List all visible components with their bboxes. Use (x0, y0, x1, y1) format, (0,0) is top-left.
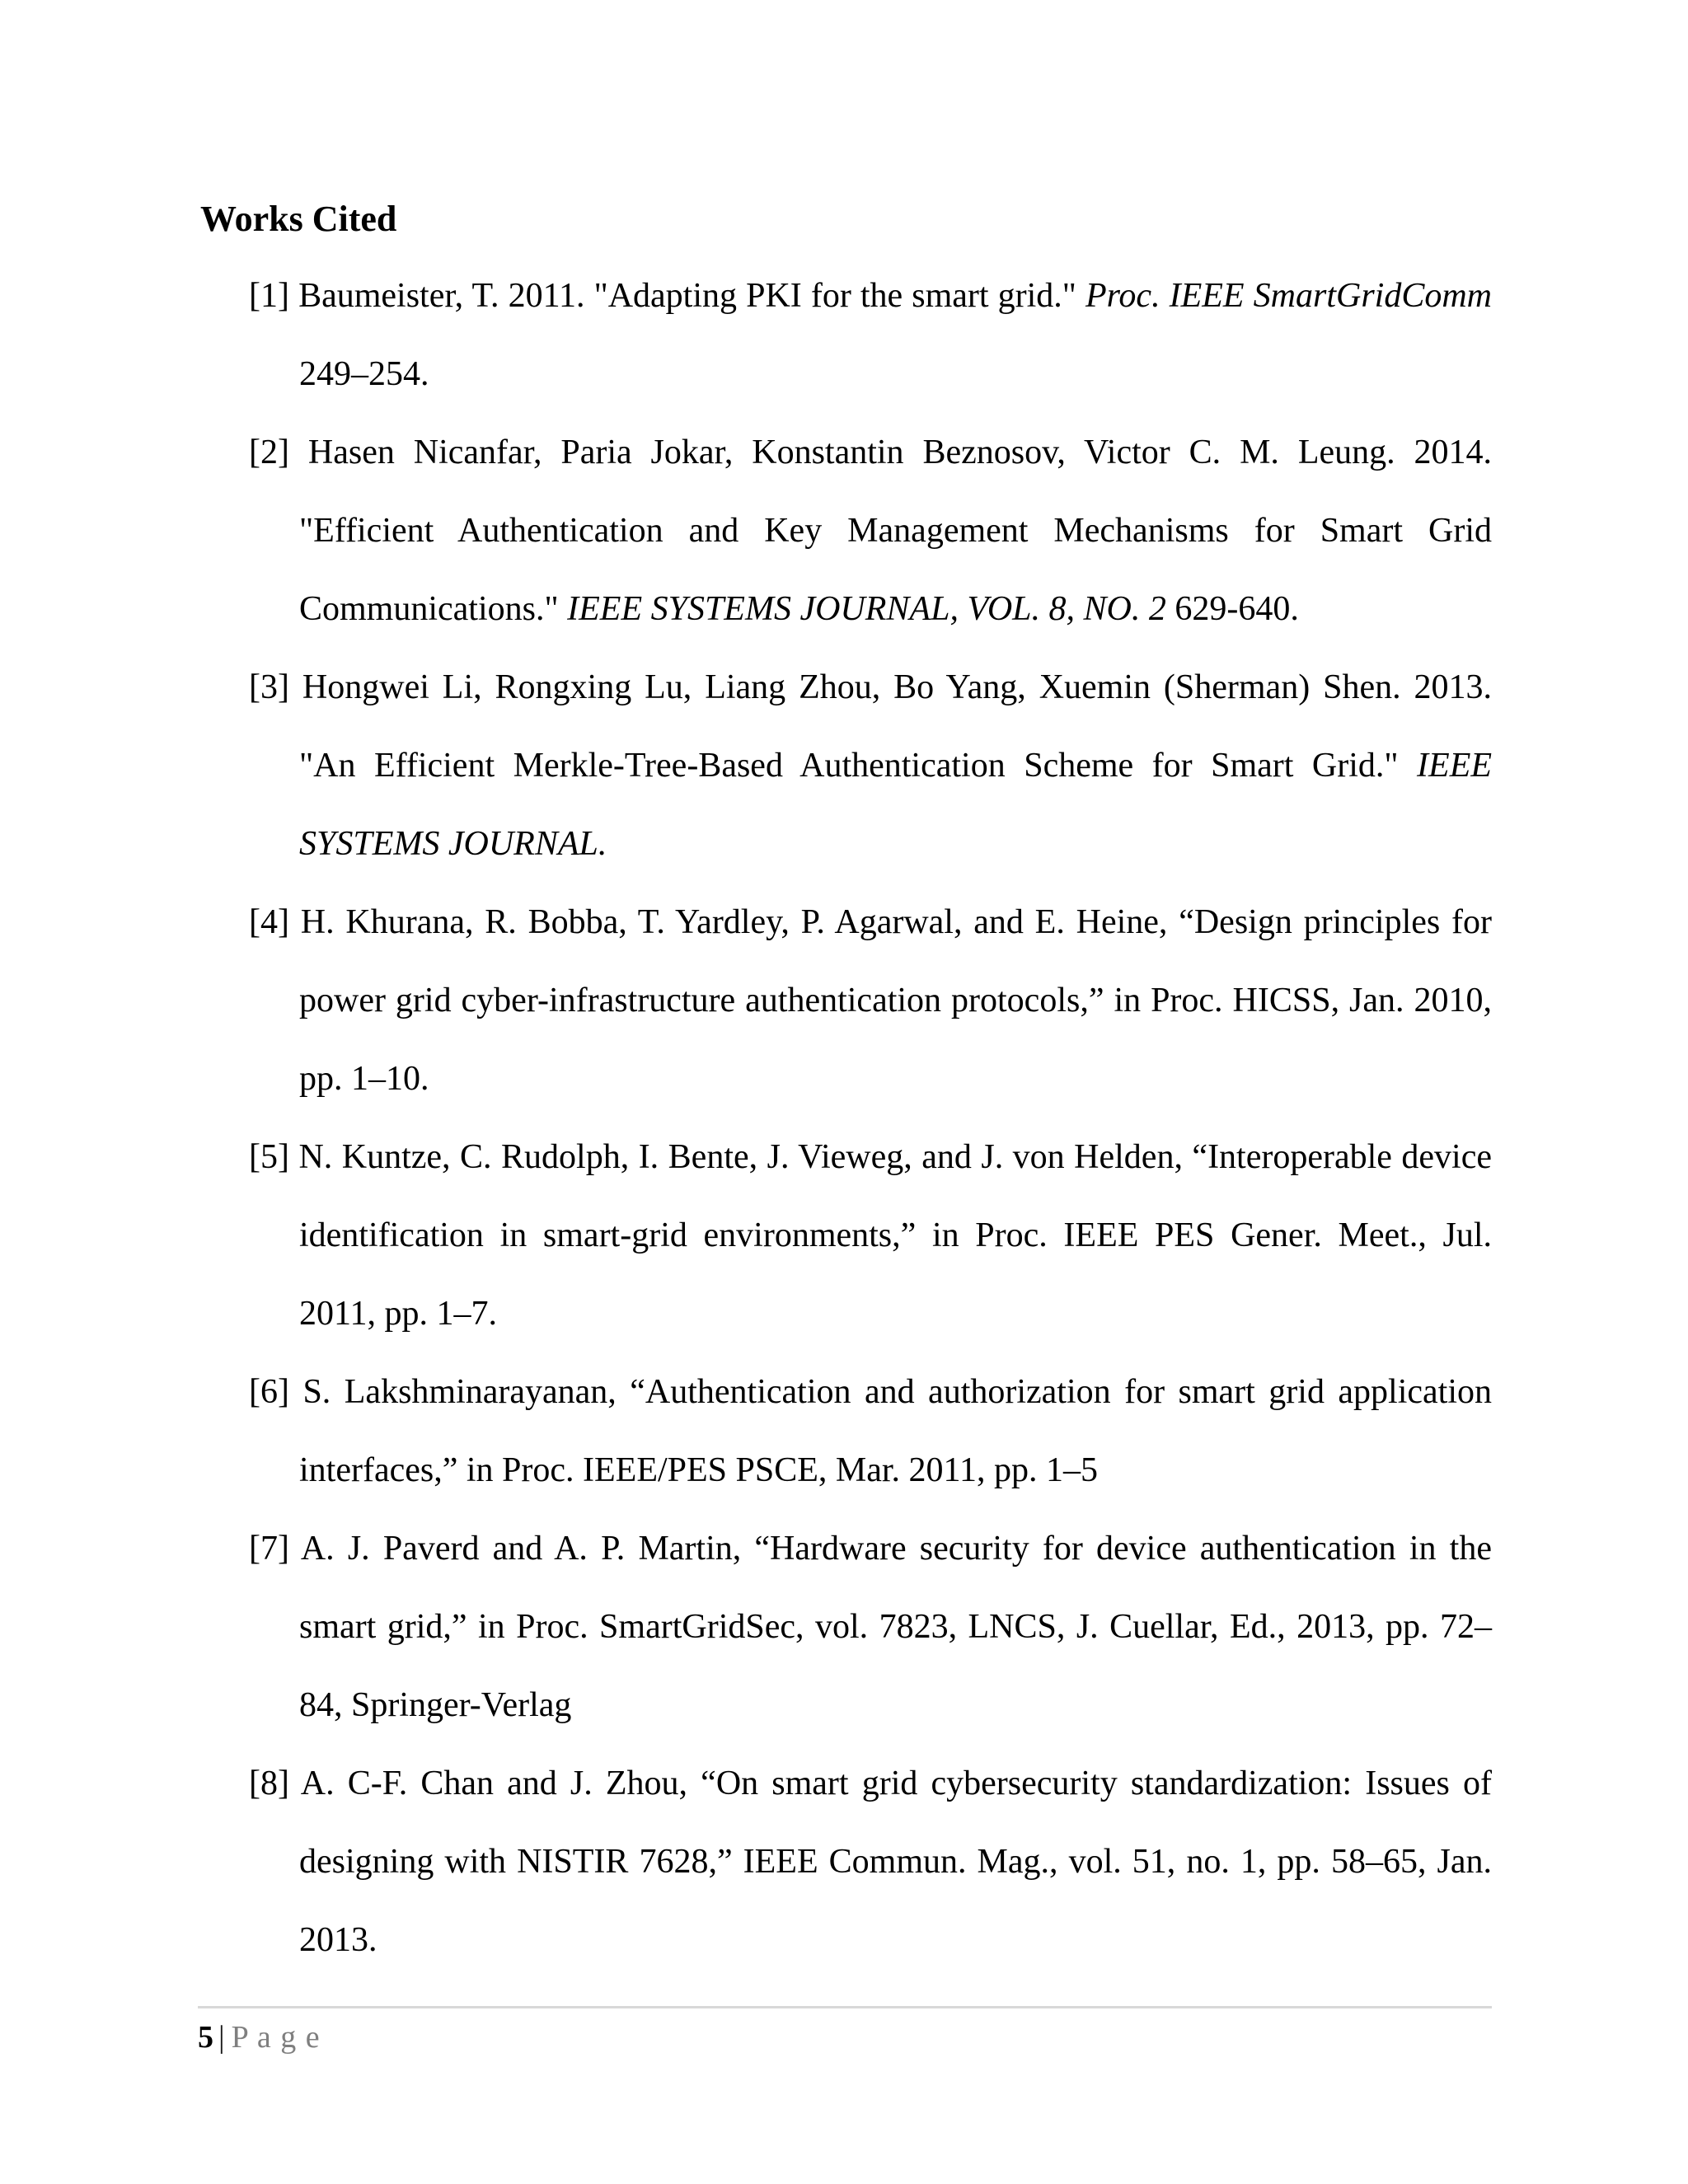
reference-entry (249, 1510, 1492, 1745)
reference-entry (249, 414, 1493, 649)
footer-text (198, 2013, 1492, 2061)
reference-marker: [7] (249, 1530, 289, 1568)
page-word-label: P a g e (231, 2020, 321, 2055)
reference-marker: [5] (249, 1138, 289, 1176)
reference-text: H. Khurana, R. Bobba, T. Yardley, P. Agarwal, and E. Heine, “Design principles for power grid cyber-infrastructure authentication protocols,” in Proc. HICSS, Jan. 2010, pp. 1–10. (299, 903, 1493, 1098)
reference-text: 629-640. (1165, 590, 1299, 628)
reference-entry (249, 649, 1493, 883)
reference-marker: [1] (249, 277, 289, 315)
reference-marker: [8] (249, 1765, 289, 1802)
reference-entry (249, 883, 1493, 1118)
reference-italic-text: IEEE SYSTEMS JOURNAL. (299, 747, 1492, 863)
reference-text: A. J. Paverd and A. P. Martin, “Hardware security for device authentication in the smart grid,” in Proc. SmartGridSec, vol. 7823, LNCS, J. Cuellar, Ed., 2013, pp. 72–84, Springer-Verlag (299, 1530, 1492, 1724)
reference-text: Hongwei Li, Rongxing Lu, Liang Zhou, Bo Yang, Xuemin (Sherman) Shen. 2013. "An Efficient Merkle-Tree-Based Authentication Scheme for Smart Grid." (299, 668, 1493, 785)
reference-text: S. Lakshminarayanan, “Authentication and authorization for smart grid application interfaces,” in Proc. IEEE/PES PSCE, Mar. 2011, pp. 1–5 (299, 1373, 1493, 1489)
reference-entry (249, 1353, 1493, 1510)
reference-italic-text: IEEE SYSTEMS JOURNAL, VOL. 8, NO. 2 (567, 590, 1166, 628)
footer-divider-rule (198, 2006, 1492, 2008)
reference-entry (249, 257, 1493, 414)
reference-text: 249–254. (299, 355, 429, 393)
reference-entry (249, 1745, 1492, 1980)
reference-text: Baumeister, T. 2011. "Adapting PKI for the smart grid." (298, 277, 1085, 315)
reference-marker: [2] (249, 434, 289, 471)
reference-marker: [6] (249, 1373, 289, 1411)
references-list (200, 257, 1492, 1980)
reference-entry (249, 1118, 1493, 1353)
page-number: 5 (198, 2020, 213, 2055)
reference-marker: [3] (249, 668, 289, 706)
reference-text: Hasen Nicanfar, Paria Jokar, Konstantin Beznosov, Victor C. M. Leung. 2014. "Efficient Authentication and Key Management Mechanisms for Smart Grid Communications." (299, 434, 1493, 628)
reference-text: A. C-F. Chan and J. Zhou, “On smart grid cybersecurity standardization: Issues of designing with NISTIR 7628,” IEEE Commun. Mag., vol. 51, no. 1, pp. 58–65, Jan. 2013. (299, 1765, 1492, 1959)
reference-italic-text: Proc. IEEE SmartGridComm (1085, 277, 1493, 315)
reference-marker: [4] (249, 903, 289, 941)
reference-text: N. Kuntze, C. Rudolph, I. Bente, J. Vieweg, and J. von Helden, “Interoperable device identification in smart-grid environments,” in Proc. IEEE PES Gener. Meet., Jul. 2011, pp. 1–7. (298, 1138, 1493, 1333)
page-title: Works Cited (200, 199, 397, 239)
footer-separator: | (218, 2020, 225, 2055)
page-footer (198, 2006, 1492, 2061)
